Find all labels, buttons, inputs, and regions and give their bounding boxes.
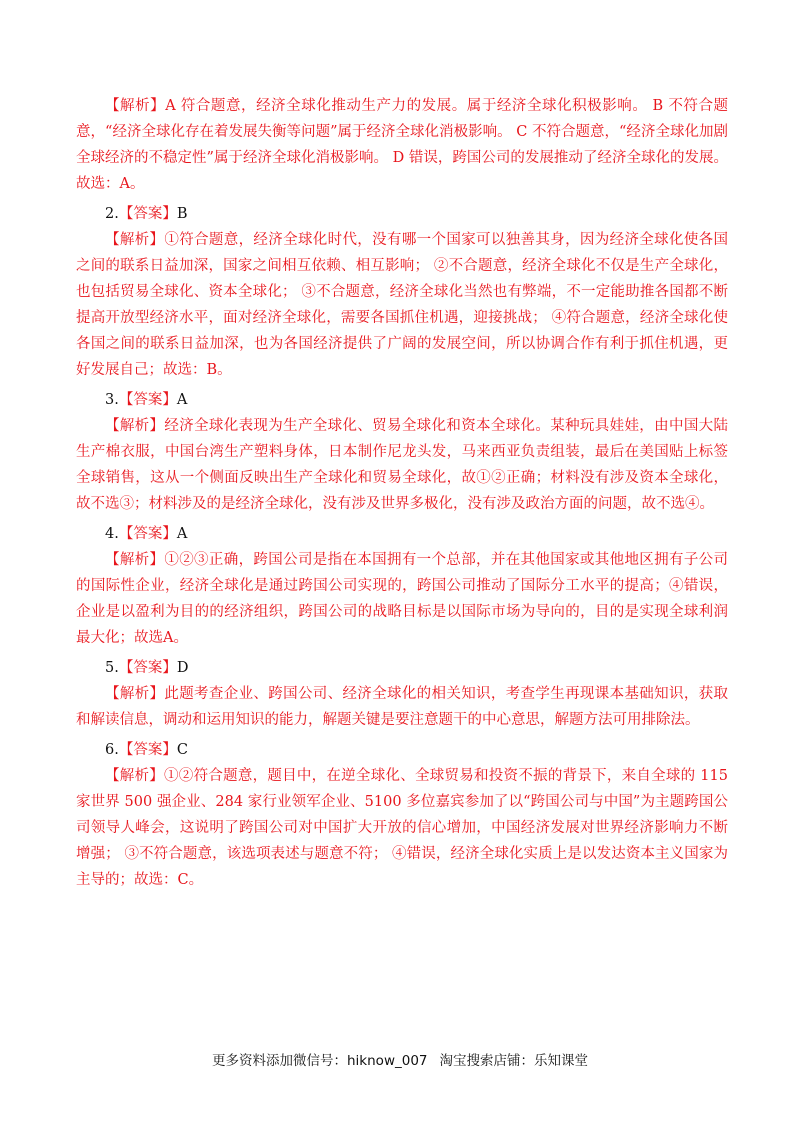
answer-line [105,201,728,227]
answer-value: A [176,392,188,408]
question-number: 5. [105,660,119,676]
answer-content [76,93,728,897]
question-number: 2. [105,206,119,222]
analysis-text: 【解析】①②③正确，跨国公司是指在本国拥有一个总部，并在其他国家或其他地区拥有子公司的国际性企业，经济全球化是通过跨国公司实现的，跨国公司推动了国际分工水平的提高；④错误，企业是以盈利为目的的经济组织，跨国公司的战略目标是以国际市场为导向的，目的是实现全球利润最大化；故选A。 [76,552,728,646]
footer-wechat: 更多资料添加微信号：hiknow_007 [212,1053,428,1069]
analysis-text: 【解析】①符合题意，经济全球化时代，没有哪一个国家可以独善其身，因为经济全球化使各国之间的联系日益加深，国家之间相互依赖、相互影响； ②不合题意，经济全球化不仅是生产全球化，也包括贸易全球化、资本全球化； ③不合题意，经济全球化当然也有弊端，不一定能助推各国都不断提高开放型经济水平，面对经济全球化，需要各国抓住机遇，迎接挑战； ④符合题意，经济全球化使各国之间的联系日益加深，也为各国经济提供了广阔的发展空间，所以协调合作有利于抓住机遇，更好发展自己；故选：B。 [76,232,728,378]
answer-tag: 【答案】 [118,742,177,758]
analysis-text: 【解析】①②符合题意，题目中，在逆全球化、全球贸易和投资不振的背景下，来自全球的 115 家世界 500 强企业、284 家行业领军企业、5100 多位嘉宾参加了以“跨国公司与中国”为主题跨国公司领导人峰会，这说明了跨国公司对中国扩大开放的信心增加，中国经济发展对世界经济影响力不断增强； ③不符合题意，该选项表述与题意不符； ④错误，经济全球化实质上是以发达资本主义国家为主导的；故选：C。 [76,768,728,888]
answer-tag: 【答案】 [118,526,177,542]
answer-tag: 【答案】 [118,392,177,408]
analysis-text: 【解析】A 符合题意，经济全球化推动生产力的发展。属于经济全球化积极影响。 B 不符合题意，“经济全球化存在着发展失衡等问题”属于经济全球化消极影响。 C 不符合题意，“经济全球化加剧全球经济的不稳定性”属于经济全球化消极影响。 D 错误，跨国公司的发展推动了经济全球化的发展。 故选：A。 [76,98,728,192]
answer-value: C [176,742,188,758]
page-footer [0,1049,800,1069]
question-number: 3. [105,392,119,408]
answer-line [105,387,728,413]
answer-line [105,521,728,547]
answer-value: A [176,526,188,542]
item-5 [76,655,728,733]
answer-tag: 【答案】 [118,660,177,676]
item-1 [76,93,728,197]
analysis-text: 【解析】经济全球化表现为生产全球化、贸易全球化和资本全球化。某种玩具娃娃，由中国大陆生产棉衣服，中国台湾生产塑料身体，日本制作尼龙头发，马来西亚负责组装，最后在美国贴上标签全球销售，这从一个侧面反映出生产全球化和贸易全球化，故①②正确；材料没有涉及资本全球化，故不选③；材料涉及的是经济全球化，没有涉及世界多极化，没有涉及政治方面的问题，故不选④。 [76,418,728,512]
item-6 [76,737,728,893]
question-number: 6. [105,742,119,758]
item-2 [76,201,728,383]
answer-value: B [176,206,188,222]
answer-line [105,655,728,681]
footer-taobao: 淘宝搜索店铺：乐知课堂 [439,1053,588,1069]
question-number: 4. [105,526,119,542]
answer-tag: 【答案】 [118,206,177,222]
analysis-text: 【解析】此题考查企业、跨国公司、经济全球化的相关知识，考查学生再现课本基础知识，获取和解读信息，调动和运用知识的能力，解题关键是要注意题干的中心意思，解题方法可用排除法。 [76,686,728,728]
answer-line [105,737,728,763]
item-3 [76,387,728,517]
item-4 [76,521,728,651]
answer-value: D [176,660,189,676]
